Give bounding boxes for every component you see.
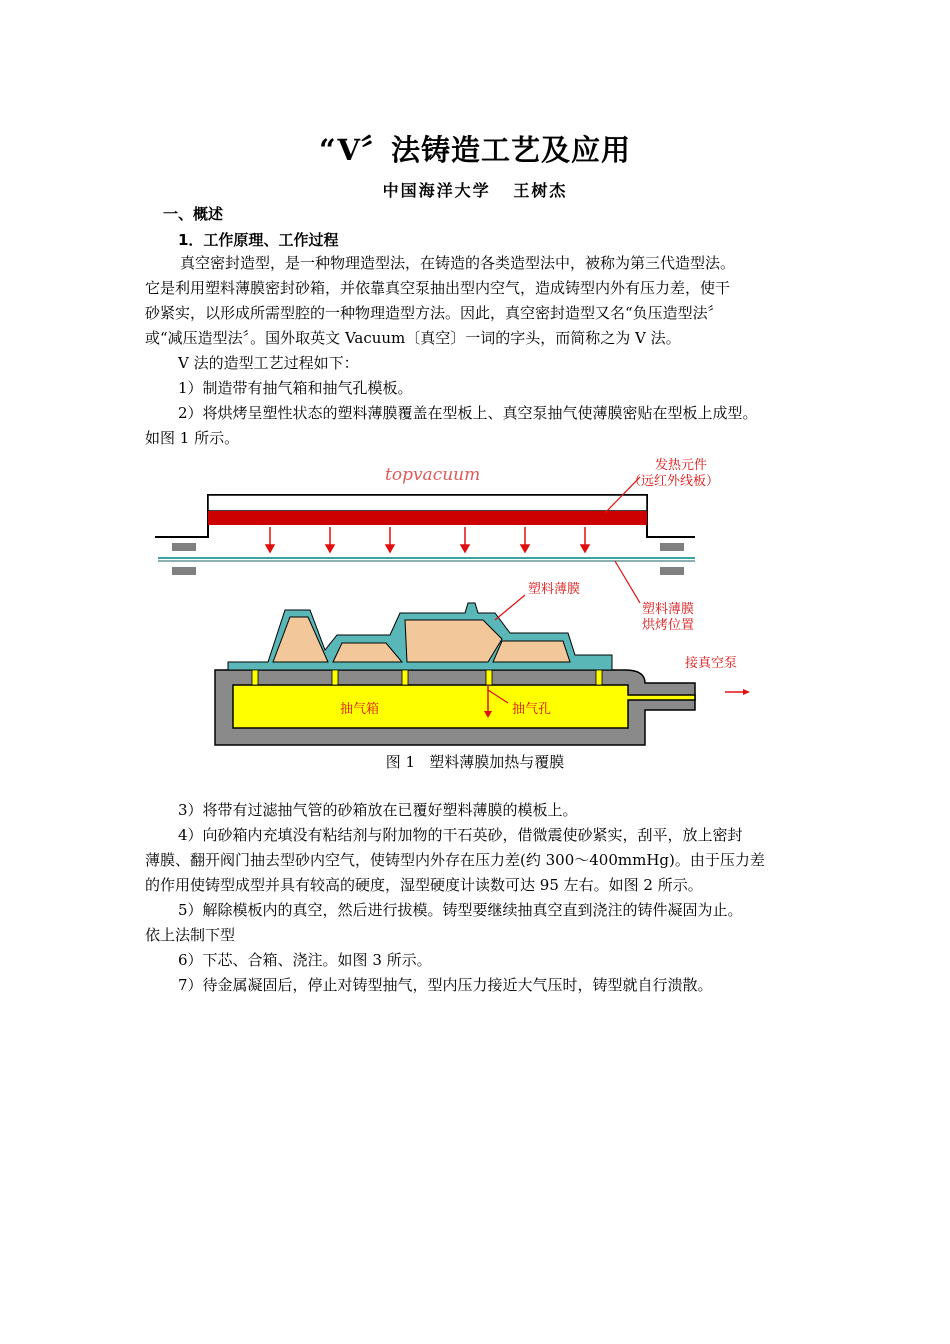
bake-label: 塑料薄膜 — [642, 602, 695, 617]
step-2-line: 2）将烘烤呈塑性状态的塑料薄膜覆盖在型板上、真空泵抽气使薄膜密贴在型板上成型。 — [178, 404, 758, 422]
step-7: 7）待金属凝固后，停止对铸型抽气，型内压力接近大气压时，铸型就自行溃散。 — [178, 976, 713, 994]
section-heading: 一、概述 — [163, 205, 224, 223]
pattern-block — [493, 641, 570, 662]
heater-sub-label: （远红外线板） — [628, 474, 720, 489]
page-title: “V〞法铸造工艺及应用 — [319, 133, 631, 167]
watermark-text: topvacuum — [385, 465, 481, 485]
paragraph-line: 砂紧实，以形成所需型腔的一种物理造型方法。因此，真空密封造型又名“负压造型法〞 — [145, 304, 723, 322]
figure-film-heating — [150, 455, 800, 750]
heater-top — [208, 495, 647, 511]
paragraph-line: 真空密封造型，是一种物理造型法，在铸造的各类造型法中，被称为第三代造型法。 — [180, 254, 736, 272]
step-1: 1）制造带有抽气箱和抽气孔模板。 — [178, 379, 413, 397]
vent-hole — [252, 670, 258, 685]
vent-hole — [596, 670, 602, 685]
pattern-block — [405, 620, 502, 662]
clamp — [172, 567, 196, 575]
vent-hole — [402, 670, 408, 685]
film-label: 塑料薄膜 — [528, 582, 581, 597]
bake-label: 烘烤位置 — [642, 618, 695, 633]
clamp — [172, 543, 196, 551]
step-5-line: 依上法制下型 — [145, 926, 236, 944]
clamp — [660, 543, 684, 551]
step-2-line: 如图 1 所示。 — [145, 429, 240, 447]
paragraph-line: 或“减压造型法〞。国外取英文 Vacuum〔真空〕一词的字头，而简称之为 V 法。 — [145, 329, 681, 347]
step-4-line: 薄膜、翻开阀门抽去型砂内空气，使铸型内外存在压力差(约 300～400mmHg)。由于压力差 — [145, 851, 765, 869]
clamp — [660, 567, 684, 575]
step-3: 3）将带有过滤抽气管的砂箱放在已覆好塑料薄膜的模板上。 — [178, 801, 578, 819]
process-intro: V 法的造型工艺过程如下： — [178, 354, 359, 372]
subsection-heading: 1．工作原理、工作过程 — [178, 231, 339, 249]
step-4-line: 4）向砂箱内充填没有粘结剂与附加物的干石英砂，借微震使砂紧实，刮平，放上密封 — [178, 826, 743, 844]
paragraph-line: 它是利用塑料薄膜密封砂箱，并依靠真空泵抽出型内空气，造成铸型内外有压力差，使干 — [145, 279, 731, 297]
step-6: 6）下芯、合箱、浇注。如图 3 所示。 — [178, 951, 432, 969]
vent-hole — [332, 670, 338, 685]
pump-label: 接真空泵 — [685, 656, 738, 671]
figure-caption: 图 1 塑料薄膜加热与覆膜 — [385, 753, 565, 771]
vent-hole-label: 抽气孔 — [512, 702, 552, 717]
author-line: 中国海洋大学 王树杰 — [382, 181, 568, 200]
step-4-line: 的作用使铸型成型并具有较高的硬度，湿型硬度计读数可达 95 左右。如图 2 所示。 — [145, 876, 703, 894]
heat-arrows — [266, 527, 589, 552]
vacuum-box-label: 抽气箱 — [340, 702, 380, 717]
vacuum-box — [233, 685, 695, 728]
vent-hole — [486, 670, 492, 685]
heater-label: 发热元件 — [655, 458, 708, 473]
heater-element — [208, 511, 647, 525]
step-5-line: 5）解除模板内的真空，然后进行拔模。铸型要继续抽真空直到浇注的铸件凝固为止。 — [178, 901, 743, 919]
